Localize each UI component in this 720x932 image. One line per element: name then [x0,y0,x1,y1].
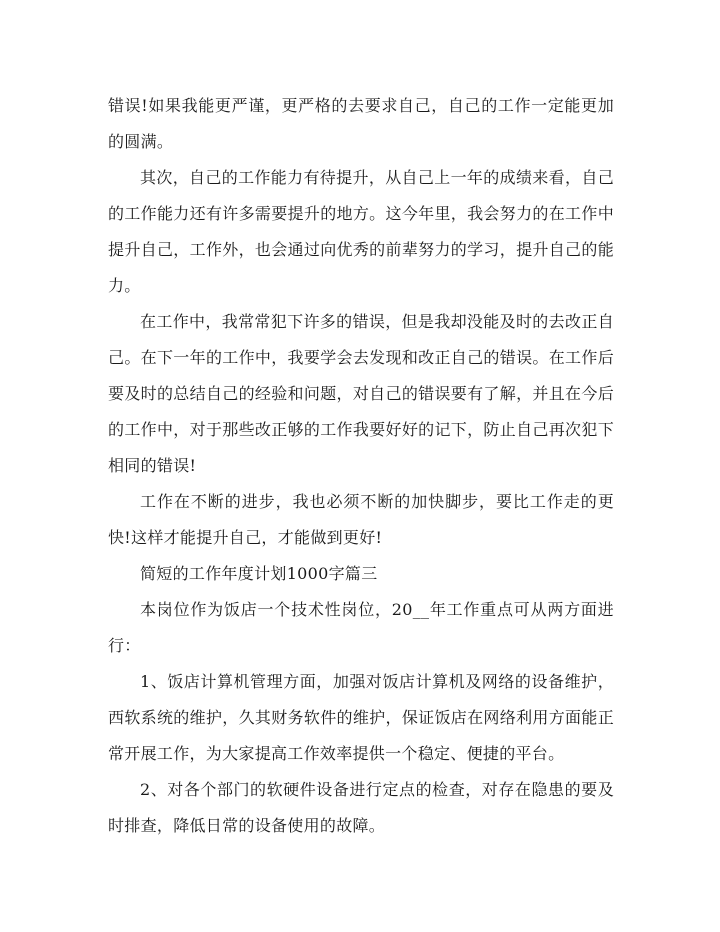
document-body [108,88,614,844]
paragraph-2: 其次，自己的工作能力有待提升，从自己上一年的成绩来看，自己的工作能力还有许多需要提升的地方。这今年里，我会努力的在工作中提升自己，工作外，也会通过向优秀的前辈努力的学习，提升自己的能力。 [108,168,614,295]
paragraph-3: 在工作中，我常常犯下许多的错误，但是我却没能及时的去改正自己。在下一年的工作中，我要学会去发现和改正自己的错误。在工作后要及时的总结自己的经验和问题，对自己的错误要有了解，并且在今后的工作中，对于那些改正够的工作我要好好的记下，防止自己再次犯下相同的错误! [108,312,614,475]
list-item-1: 1、饭店计算机管理方面，加强对饭店计算机及网络的设备维护，西软系统的维护，久其财务软件的维护，保证饭店在网络利用方面能正常开展工作，为大家提高工作效率提供一个稳定、便捷的平台。 [108,672,614,763]
section-heading: 简短的工作年度计划1000字篇三 [140,564,378,583]
paragraph-5: 本岗位作为饭店一个技术性岗位，20__年工作重点可从两方面进行： [108,600,614,655]
paragraph-1: 错误!如果我能更严谨，更严格的去要求自己，自己的工作一定能更加的圆满。 [108,96,614,151]
paragraph-4: 工作在不断的进步，我也必须不断的加快脚步，要比工作走的更快!这样才能提升自己，才能做到更好! [108,492,614,547]
list-item-2: 2、对各个部门的软硬件设备进行定点的检查，对存在隐患的要及时排查，降低日常的设备使用的故障。 [108,780,614,835]
